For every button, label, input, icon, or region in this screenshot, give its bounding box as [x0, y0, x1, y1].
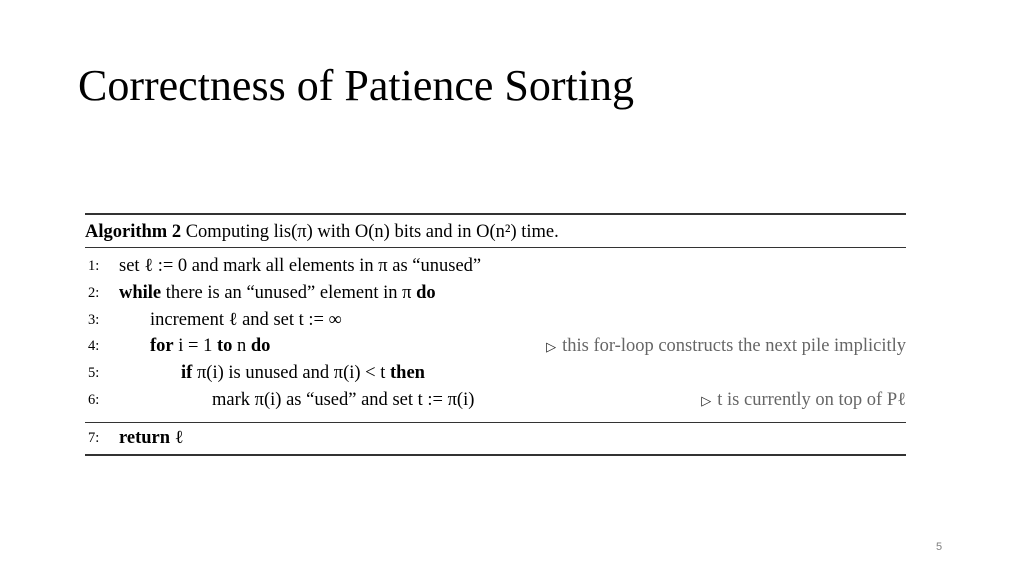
- line-code: if π(i) is unused and π(i) < t then: [181, 363, 425, 384]
- algorithm-body: [85, 248, 906, 420]
- algorithm-caption-text: Computing lis(π) with O(n) bits and in O(n²) time.: [185, 222, 559, 242]
- algorithm-line-1: [85, 253, 906, 280]
- line-code: set ℓ := 0 and mark all elements in π as “unused”: [119, 256, 482, 276]
- algorithm-caption: [85, 215, 906, 247]
- algorithm-box: [85, 213, 906, 456]
- line-number: 5:: [88, 365, 100, 382]
- line-code: increment ℓ and set t := ∞: [150, 309, 342, 330]
- line-comment: [701, 387, 906, 415]
- line-number: 7:: [88, 429, 100, 446]
- algorithm-line-5: [85, 360, 906, 387]
- line-comment: [546, 333, 906, 361]
- bottom-rule: [85, 454, 906, 456]
- line-code: for i = 1 to n do: [150, 336, 271, 357]
- algorithm-line-3: [85, 307, 906, 334]
- algorithm-line-2: [85, 280, 906, 307]
- line-number: 2:: [88, 284, 100, 301]
- comment-text: t is currently on top of Pℓ: [717, 389, 906, 410]
- comment-triangle-icon: ▷: [546, 339, 557, 355]
- algorithm-line-4: [85, 333, 906, 360]
- algorithm-line-6: [85, 387, 906, 414]
- algorithm-label: Algorithm 2: [85, 222, 182, 242]
- line-number: 6:: [88, 391, 100, 408]
- line-number: 3:: [88, 311, 100, 328]
- slide-number: 5: [936, 541, 943, 553]
- algorithm-line-7: [85, 425, 906, 451]
- return-rule: [85, 422, 906, 423]
- line-number: 1:: [88, 258, 100, 274]
- comment-text: this for-loop constructs the next pile implicitly: [562, 336, 906, 357]
- line-code: return ℓ: [119, 427, 184, 448]
- slide-title: Correctness of Patience Sorting: [78, 61, 634, 110]
- comment-triangle-icon: ▷: [701, 392, 712, 408]
- line-code: mark π(i) as “used” and set t := π(i): [212, 389, 475, 410]
- line-number: 4:: [88, 338, 100, 355]
- line-code: while there is an “unused” element in π do: [119, 282, 436, 303]
